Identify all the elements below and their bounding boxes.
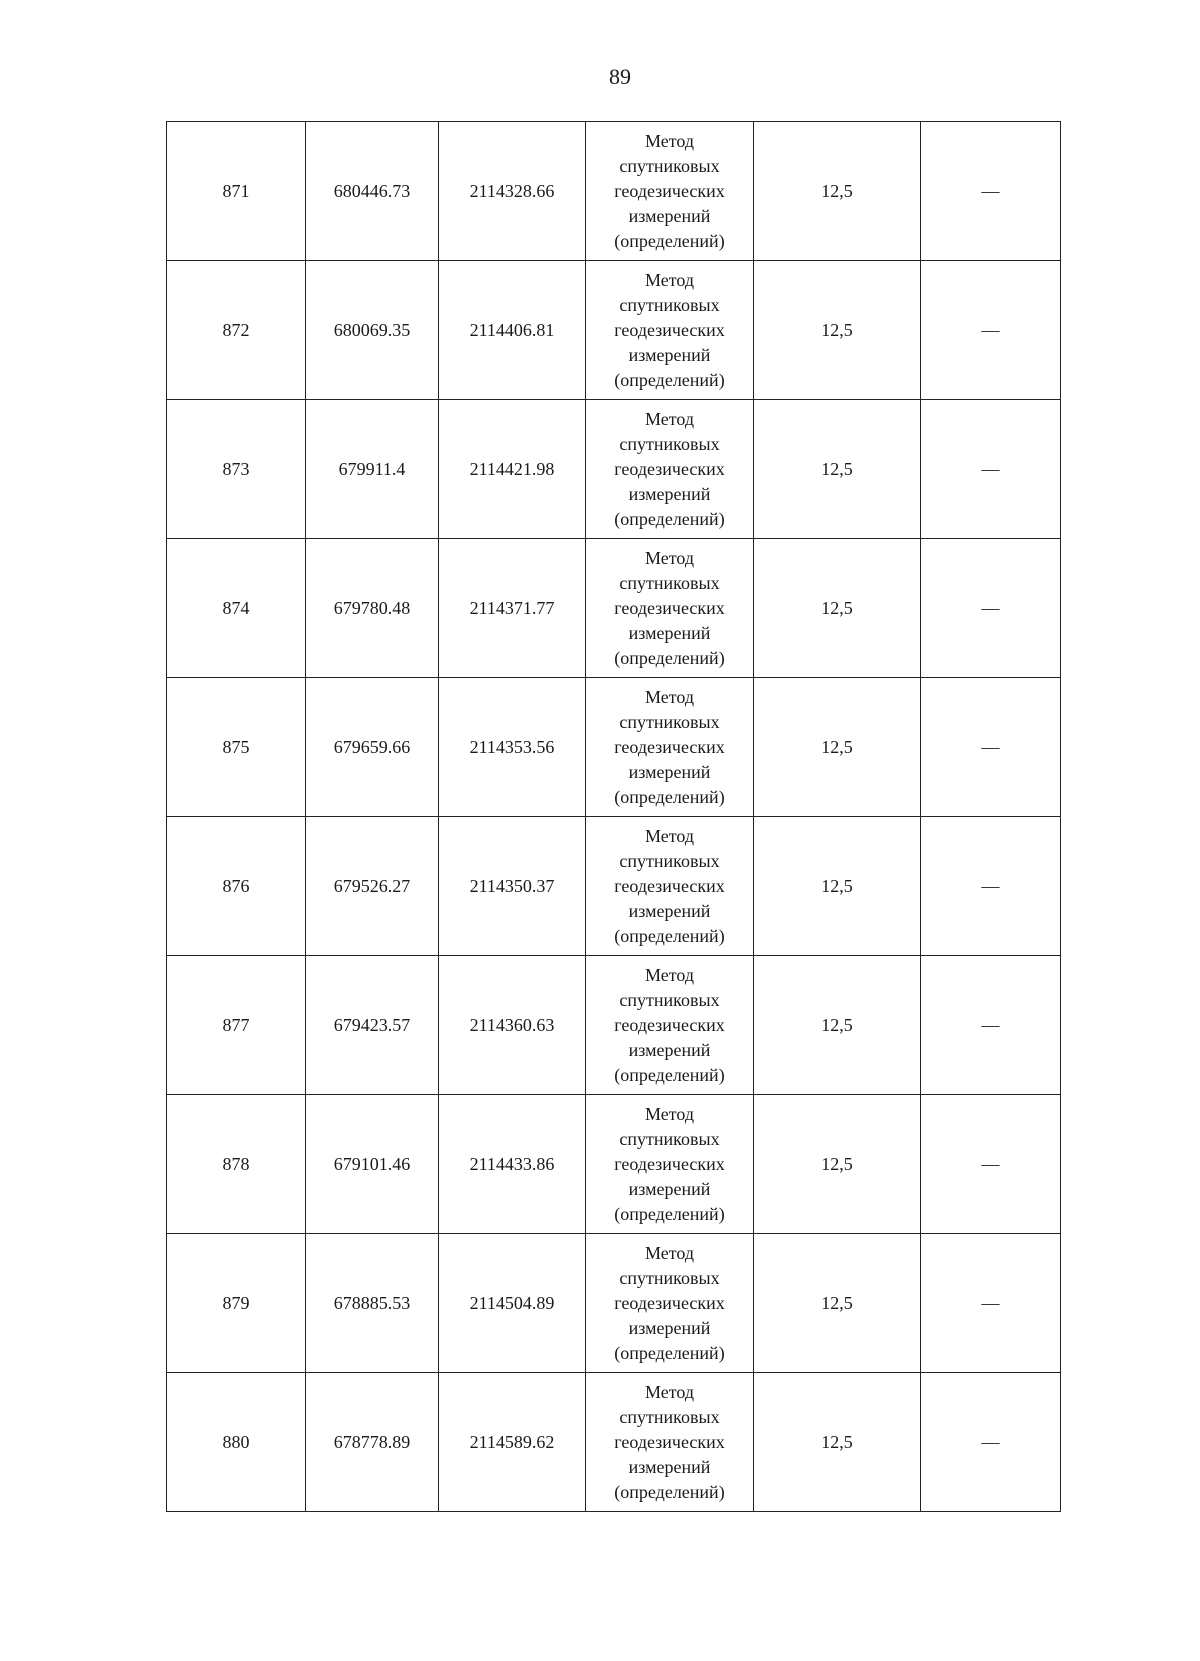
method-line: Метод xyxy=(644,408,695,429)
method-line: измерений xyxy=(628,1317,711,1338)
x-coordinate-cell: 678778.89 xyxy=(306,1373,439,1512)
accuracy-cell: 12,5 xyxy=(754,1234,921,1373)
point-number-cell: 878 xyxy=(167,1095,306,1234)
accuracy-cell: 12,5 xyxy=(754,122,921,261)
method-line: геодезических xyxy=(614,1292,725,1313)
method-line: (определений) xyxy=(614,369,725,390)
x-coordinate-cell: 679659.66 xyxy=(306,678,439,817)
table-row xyxy=(167,1095,1061,1234)
y-coordinate-cell: 2114350.37 xyxy=(439,817,586,956)
table-row xyxy=(167,1373,1061,1512)
coordinates-table xyxy=(166,121,1061,1512)
method-line: Метод xyxy=(644,964,695,985)
table-row xyxy=(167,539,1061,678)
page-number: 89 xyxy=(609,64,631,89)
method-line: геодезических xyxy=(614,458,725,479)
accuracy-cell: 12,5 xyxy=(754,400,921,539)
method-line: спутниковых xyxy=(619,850,720,871)
method-line: (определений) xyxy=(614,508,725,529)
method-line: измерений xyxy=(628,483,711,504)
method-line: (определений) xyxy=(614,230,725,251)
accuracy-cell: 12,5 xyxy=(754,678,921,817)
y-coordinate-cell: 2114360.63 xyxy=(439,956,586,1095)
method-line: спутниковых xyxy=(619,711,720,732)
method-line: спутниковых xyxy=(619,433,720,454)
method-line: Метод xyxy=(644,1381,695,1402)
y-coordinate-cell: 2114406.81 xyxy=(439,261,586,400)
method-line: измерений xyxy=(628,900,711,921)
y-coordinate-cell: 2114328.66 xyxy=(439,122,586,261)
method-line: спутниковых xyxy=(619,294,720,315)
point-number-cell: 872 xyxy=(167,261,306,400)
table-row xyxy=(167,122,1061,261)
x-coordinate-cell: 680069.35 xyxy=(306,261,439,400)
note-cell: — xyxy=(921,1234,1061,1373)
method-line: измерений xyxy=(628,1039,711,1060)
method-line: спутниковых xyxy=(619,1406,720,1427)
method-line: (определений) xyxy=(614,647,725,668)
note-cell: — xyxy=(921,539,1061,678)
method-cell xyxy=(586,1095,754,1234)
table-row xyxy=(167,261,1061,400)
note-cell: — xyxy=(921,122,1061,261)
method-line: измерений xyxy=(628,761,711,782)
method-line: геодезических xyxy=(614,180,725,201)
method-line: геодезических xyxy=(614,597,725,618)
point-number-cell: 874 xyxy=(167,539,306,678)
x-coordinate-cell: 679780.48 xyxy=(306,539,439,678)
method-line: спутниковых xyxy=(619,155,720,176)
method-line: геодезических xyxy=(614,319,725,340)
method-cell xyxy=(586,122,754,261)
method-line: (определений) xyxy=(614,1203,725,1224)
method-line: Метод xyxy=(644,1242,695,1263)
method-line: геодезических xyxy=(614,875,725,896)
method-line: (определений) xyxy=(614,1342,725,1363)
table-row xyxy=(167,400,1061,539)
method-line: Метод xyxy=(644,1103,695,1124)
point-number-cell: 876 xyxy=(167,817,306,956)
note-cell: — xyxy=(921,817,1061,956)
method-line: измерений xyxy=(628,622,711,643)
table-row xyxy=(167,678,1061,817)
x-coordinate-cell: 679911.4 xyxy=(306,400,439,539)
x-coordinate-cell: 680446.73 xyxy=(306,122,439,261)
method-line: (определений) xyxy=(614,786,725,807)
method-cell xyxy=(586,1373,754,1512)
method-line: спутниковых xyxy=(619,1267,720,1288)
y-coordinate-cell: 2114421.98 xyxy=(439,400,586,539)
method-line: спутниковых xyxy=(619,1128,720,1149)
accuracy-cell: 12,5 xyxy=(754,817,921,956)
point-number-cell: 879 xyxy=(167,1234,306,1373)
accuracy-cell: 12,5 xyxy=(754,539,921,678)
method-cell xyxy=(586,261,754,400)
coordinates-table-body xyxy=(167,122,1061,1512)
accuracy-cell: 12,5 xyxy=(754,1373,921,1512)
point-number-cell: 871 xyxy=(167,122,306,261)
method-cell xyxy=(586,539,754,678)
method-cell xyxy=(586,1234,754,1373)
method-line: геодезических xyxy=(614,1153,725,1174)
point-number-cell: 873 xyxy=(167,400,306,539)
method-line: геодезических xyxy=(614,736,725,757)
method-line: измерений xyxy=(628,1456,711,1477)
method-cell xyxy=(586,678,754,817)
method-line: Метод xyxy=(644,825,695,846)
method-cell xyxy=(586,956,754,1095)
method-line: спутниковых xyxy=(619,989,720,1010)
note-cell: — xyxy=(921,678,1061,817)
y-coordinate-cell: 2114353.56 xyxy=(439,678,586,817)
note-cell: — xyxy=(921,261,1061,400)
note-cell: — xyxy=(921,1373,1061,1512)
point-number-cell: 880 xyxy=(167,1373,306,1512)
method-line: (определений) xyxy=(614,1481,725,1502)
method-line: измерений xyxy=(628,205,711,226)
table-row xyxy=(167,817,1061,956)
method-cell xyxy=(586,817,754,956)
x-coordinate-cell: 679526.27 xyxy=(306,817,439,956)
method-line: геодезических xyxy=(614,1431,725,1452)
method-line: (определений) xyxy=(614,1064,725,1085)
method-line: Метод xyxy=(644,547,695,568)
method-line: геодезических xyxy=(614,1014,725,1035)
method-line: Метод xyxy=(644,686,695,707)
accuracy-cell: 12,5 xyxy=(754,956,921,1095)
y-coordinate-cell: 2114433.86 xyxy=(439,1095,586,1234)
table-row xyxy=(167,956,1061,1095)
note-cell: — xyxy=(921,400,1061,539)
method-line: измерений xyxy=(628,344,711,365)
method-line: Метод xyxy=(644,130,695,151)
method-line: измерений xyxy=(628,1178,711,1199)
y-coordinate-cell: 2114589.62 xyxy=(439,1373,586,1512)
note-cell: — xyxy=(921,1095,1061,1234)
x-coordinate-cell: 679101.46 xyxy=(306,1095,439,1234)
table-row xyxy=(167,1234,1061,1373)
method-line: Метод xyxy=(644,269,695,290)
method-cell xyxy=(586,400,754,539)
x-coordinate-cell: 679423.57 xyxy=(306,956,439,1095)
note-cell: — xyxy=(921,956,1061,1095)
y-coordinate-cell: 2114371.77 xyxy=(439,539,586,678)
x-coordinate-cell: 678885.53 xyxy=(306,1234,439,1373)
y-coordinate-cell: 2114504.89 xyxy=(439,1234,586,1373)
method-line: (определений) xyxy=(614,925,725,946)
point-number-cell: 875 xyxy=(167,678,306,817)
method-line: спутниковых xyxy=(619,572,720,593)
point-number-cell: 877 xyxy=(167,956,306,1095)
accuracy-cell: 12,5 xyxy=(754,1095,921,1234)
accuracy-cell: 12,5 xyxy=(754,261,921,400)
